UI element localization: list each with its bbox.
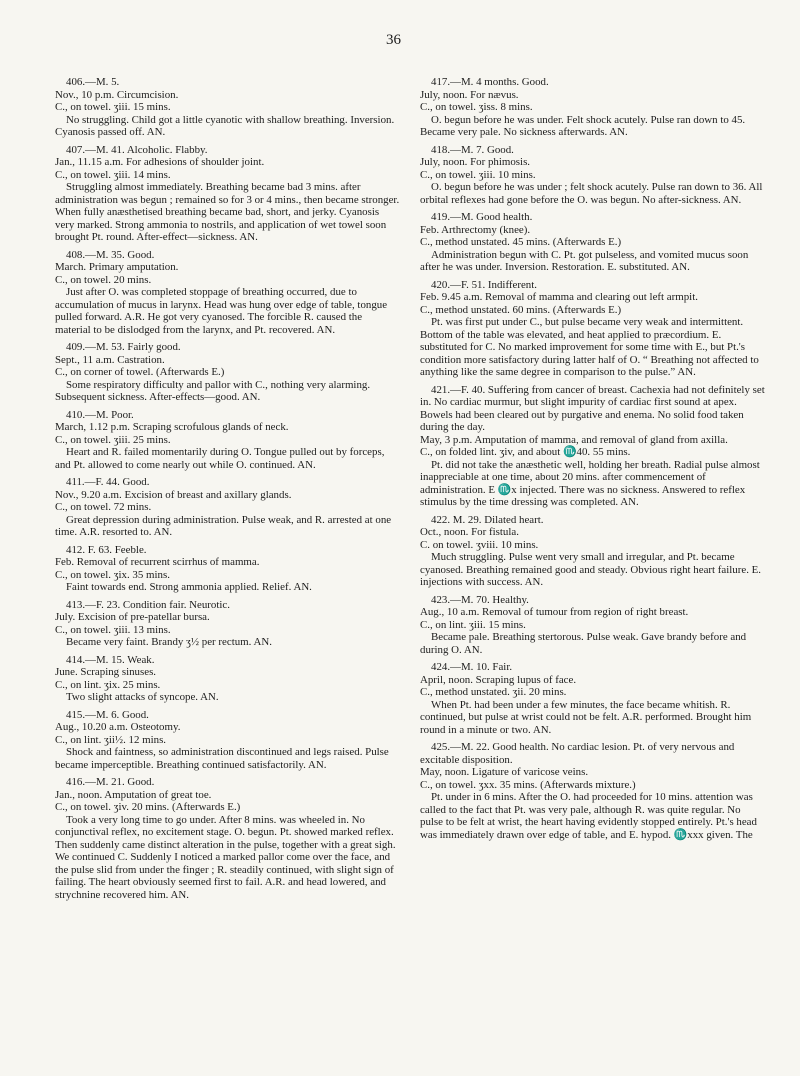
case-entry xyxy=(420,384,765,509)
case-entry xyxy=(55,599,400,649)
case-line: July, noon. For nævus. xyxy=(420,88,519,101)
case-entry xyxy=(420,211,765,274)
case-entry xyxy=(55,476,400,539)
case-line: C., on towel. ʒiss. 8 mins. xyxy=(420,101,533,113)
case-entry xyxy=(420,594,765,657)
case-header: 423.—M. 70. Healthy. xyxy=(431,593,529,606)
page-number: 36 xyxy=(386,32,401,48)
case-line: Pt. did not take the anæsthetic well, holding her breath. Radial pulse almost inappreciable at one time, about 20 mins. after commencement of administration. E ♏x injected. There was no sickness. Answered to reflex stimulus by the time dressing was completed. AN. xyxy=(420,458,760,508)
case-line: C., on folded lint. ʒiv, and about ♏40. 55 mins. xyxy=(420,446,631,458)
case-line: C., on towel. ʒiii. 13 mins. xyxy=(55,623,171,636)
case-header: 416.—M. 21. Good. xyxy=(66,776,155,788)
case-line: C., method unstated. 60 mins. (Afterwards E.) xyxy=(420,303,622,316)
case-line: Nov., 10 p.m. Circumcision. xyxy=(55,88,179,101)
case-header: 417.—M. 4 months. Good. xyxy=(431,76,549,88)
case-line: Great depression during administration. Pulse weak, and R. arrested at one time. A.R. resorted to. AN. xyxy=(55,513,392,538)
case-header: 409.—M. 53. Fairly good. xyxy=(66,341,181,353)
case-line: Pt. under in 6 mins. After the O. had proceeded for 10 mins. attention was called to the fact that Pt. was very pale, although R. was quite regular. No pulse to be felt at wrist, the heart having evidently stopped entirely. Pt.'s head was immediately drawn over edge of table, and E. hypod. ♏xxx given. The xyxy=(420,791,757,841)
case-line: Feb. Removal of recurrent scirrhus of mamma. xyxy=(55,556,260,568)
case-line: Faint towards end. Strong ammonia applied. Relief. AN. xyxy=(66,581,312,593)
case-header: 414.—M. 15. Weak. xyxy=(66,653,155,666)
case-line: Pt. was first put under C., but pulse became very weak and intermittent. Bottom of the table was elevated, and heat applied to præcordium. E. substituted for C. No marked improvement for some time with E., but Pt.'s condition more satisfactory during latter half of O. “ Breathing not affected to anything like the same degree in comparison to the pulse.” AN. xyxy=(420,316,759,378)
case-entry xyxy=(420,144,765,207)
case-entry xyxy=(55,409,400,472)
case-header: 411.—F. 44. Good. xyxy=(66,476,150,488)
case-line: April, noon. Scraping lupus of face. xyxy=(420,673,577,686)
case-line: C., on lint. ʒix. 25 mins. xyxy=(55,678,161,691)
case-line: C., on towel. 72 mins. xyxy=(55,501,152,513)
case-header: 424.—M. 10. Fair. xyxy=(431,661,513,673)
case-entry xyxy=(55,776,400,901)
case-line: Much struggling. Pulse went very small and irregular, and Pt. became cyanosed. Breathing remained good and steady. Obvious right heart failure. E. injections with success. AN. xyxy=(420,551,762,588)
case-header: 406.—M. 5. xyxy=(66,76,120,88)
case-header: 425.—M. 22. Good health. No cardiac lesion. Pt. of very nervous and excitable disposition. xyxy=(420,741,735,766)
case-entry xyxy=(420,741,765,841)
case-header: 410.—M. Poor. xyxy=(66,408,134,421)
case-line: Some respiratory difficulty and pallor with C., nothing very alarming. Subsequent sickness. After-effects—good. AN. xyxy=(55,378,371,403)
case-line: C., on towel. ʒiii. 25 mins. xyxy=(55,433,171,446)
case-line: C., method unstated. 45 mins. (Afterwards E.) xyxy=(420,236,622,248)
case-line: No struggling. Child got a little cyanotic with shallow breathing. Inversion. Cyanosis passed off. AN. xyxy=(55,113,395,138)
case-line: Administration begun with C. Pt. got pulseless, and vomited mucus soon after he was under. Inversion. Restoration. E. substituted. AN. xyxy=(420,248,749,273)
case-line: May, 3 p.m. Amputation of mamma, and removal of gland from axilla. xyxy=(420,433,728,446)
case-line: July, noon. For phimosis. xyxy=(420,156,531,168)
case-header: 415.—M. 6. Good. xyxy=(66,708,149,721)
case-line: Became very faint. Brandy ʒ½ per rectum. AN. xyxy=(66,636,272,648)
case-line: July. Excision of pre-patellar bursa. xyxy=(55,611,210,623)
case-header: 421.—F. 40. Suffering from cancer of breast. Cachexia had not definitely set in. No cardiac murmur, but slight impurity of cardiac first sound at apex. Bowels had been cleared out by purgative and enema. No solid food taken during the day. xyxy=(420,383,765,433)
case-line: Just after O. was completed stoppage of breathing occurred, due to accumulation of mucus in larynx. Head was hung over edge of table, tongue pulled forward. A.R. He got very cyanosed. The forcible R. caused the material to be dislodged from the larynx, and Pt. recovered. AN. xyxy=(55,286,388,336)
case-entry xyxy=(55,76,400,139)
case-line: March, 1.12 p.m. Scraping scrofulous glands of neck. xyxy=(55,421,289,433)
case-entry xyxy=(420,279,765,379)
case-line: C., method unstated. ʒii. 20 mins. xyxy=(420,686,567,698)
case-line: C., on towel. 20 mins. xyxy=(55,273,152,286)
case-line: O. begun before he was under ; felt shock acutely. Pulse ran down to 36. All orbital reflexes had gone before the O. was begun. No after-sickness. AN. xyxy=(420,181,763,206)
case-line: C., on lint. ʒii½. 12 mins. xyxy=(55,733,167,746)
case-header: 422. M. 29. Dilated heart. xyxy=(431,513,544,526)
case-line: C., on towel. ʒiii. 15 mins. xyxy=(55,101,171,113)
right-column xyxy=(420,76,765,846)
case-line: Jan., 11.15 a.m. For adhesions of shoulder joint. xyxy=(55,156,265,168)
case-line: Jan., noon. Amputation of great toe. xyxy=(55,788,212,801)
case-line: Two slight attacks of syncope. AN. xyxy=(66,691,219,703)
case-line: C. on towel. ʒviii. 10 mins. xyxy=(420,538,539,551)
case-line: Struggling almost immediately. Breathing became bad 3 mins. after administration was begun ; remained so for 3 or 4 mins., then became stronger. When fully anæsthetised breathing became bad, short, and jerky. Cyanosis very marked. Strong ammonia to nostrils, and application of wet towel soon brought Pt. round. After-effect—sickness. AN. xyxy=(55,181,400,243)
case-line: Became pale. Breathing stertorous. Pulse weak. Gave brandy before and during O. AN. xyxy=(420,631,747,656)
case-line: Feb. Arthrectomy (knee). xyxy=(420,223,531,236)
case-line: Aug., 10 a.m. Removal of tumour from region of right breast. xyxy=(420,606,689,618)
case-line: C., on towel. ʒiv. 20 mins. (Afterwards E.) xyxy=(55,801,241,813)
case-line: O. begun before he was under. Felt shock acutely. Pulse ran down to 45. Became very pale. No sickness afterwards. AN. xyxy=(420,113,746,138)
case-header: 419.—M. Good health. xyxy=(431,211,533,223)
case-entry xyxy=(55,709,400,772)
case-line: Feb. 9.45 a.m. Removal of mamma and clearing out left armpit. xyxy=(420,291,698,303)
case-entry xyxy=(420,514,765,589)
case-header: 412. F. 63. Feeble. xyxy=(66,543,147,556)
case-line: Aug., 10.20 a.m. Osteotomy. xyxy=(55,721,181,733)
case-line: C., on lint. ʒiii. 15 mins. xyxy=(420,618,526,631)
case-entry xyxy=(420,76,765,139)
case-line: Nov., 9.20 a.m. Excision of breast and axillary glands. xyxy=(55,488,292,501)
case-line: Heart and R. failed momentarily during O. Tongue pulled out by forceps, and Pt. allowed to come nearly out while O. continued. AN. xyxy=(55,446,385,471)
case-line: March. Primary amputation. xyxy=(55,261,179,273)
case-line: Shock and faintness, so administration discontinued and legs raised. Pulse became imperceptible. Breathing continued satisfactorily. AN. xyxy=(55,746,389,771)
case-header: 413.—F. 23. Condition fair. Neurotic. xyxy=(66,598,230,611)
case-line: C., on towel. ʒiii. 14 mins. xyxy=(55,168,171,181)
case-line: June. Scraping sinuses. xyxy=(55,666,157,678)
case-line: C., on towel. ʒiii. 10 mins. xyxy=(420,168,536,181)
case-entry xyxy=(55,144,400,244)
case-entry xyxy=(55,341,400,404)
case-header: 418.—M. 7. Good. xyxy=(431,143,514,156)
case-line: Oct., noon. For fistula. xyxy=(420,526,519,538)
case-line: C., on corner of towel. (Afterwards E.) xyxy=(55,366,225,378)
case-line: May, noon. Ligature of varicose veins. xyxy=(420,766,589,778)
case-line: Took a very long time to go under. After 8 mins. was wheeled in. No conjunctival reflex, no excitement stage. O. begun. Pt. showed marked reflex. Then suddenly came distinct alteration in the pulse, together with a great sigh. We continued C. Suddenly I noticed a marked pallor come over the face, and the pulse slid from under the finger ; R. steadily continued, with slight sign of failing. The heart obviously seemed first to fail. A.R. and head lowered, and strychnine recovered him. AN. xyxy=(55,813,396,901)
case-entry xyxy=(420,661,765,736)
case-entry xyxy=(55,654,400,704)
left-column xyxy=(55,76,400,906)
case-line: C., on towel. ʒxx. 35 mins. (Afterwards mixture.) xyxy=(420,778,636,791)
case-entry xyxy=(55,249,400,337)
case-entry xyxy=(55,544,400,594)
case-header: 420.—F. 51. Indifferent. xyxy=(431,278,538,291)
case-header: 408.—M. 35. Good. xyxy=(66,248,155,261)
case-line: C., on towel. ʒix. 35 mins. xyxy=(55,568,170,581)
case-line: Sept., 11 a.m. Castration. xyxy=(55,353,165,366)
case-header: 407.—M. 41. Alcoholic. Flabby. xyxy=(66,143,208,156)
case-line: When Pt. had been under a few minutes, the face became whitish. R. continued, but pulse at wrist could not be felt. A.R. performed. Brought him round in a minute or two. AN. xyxy=(420,698,752,736)
